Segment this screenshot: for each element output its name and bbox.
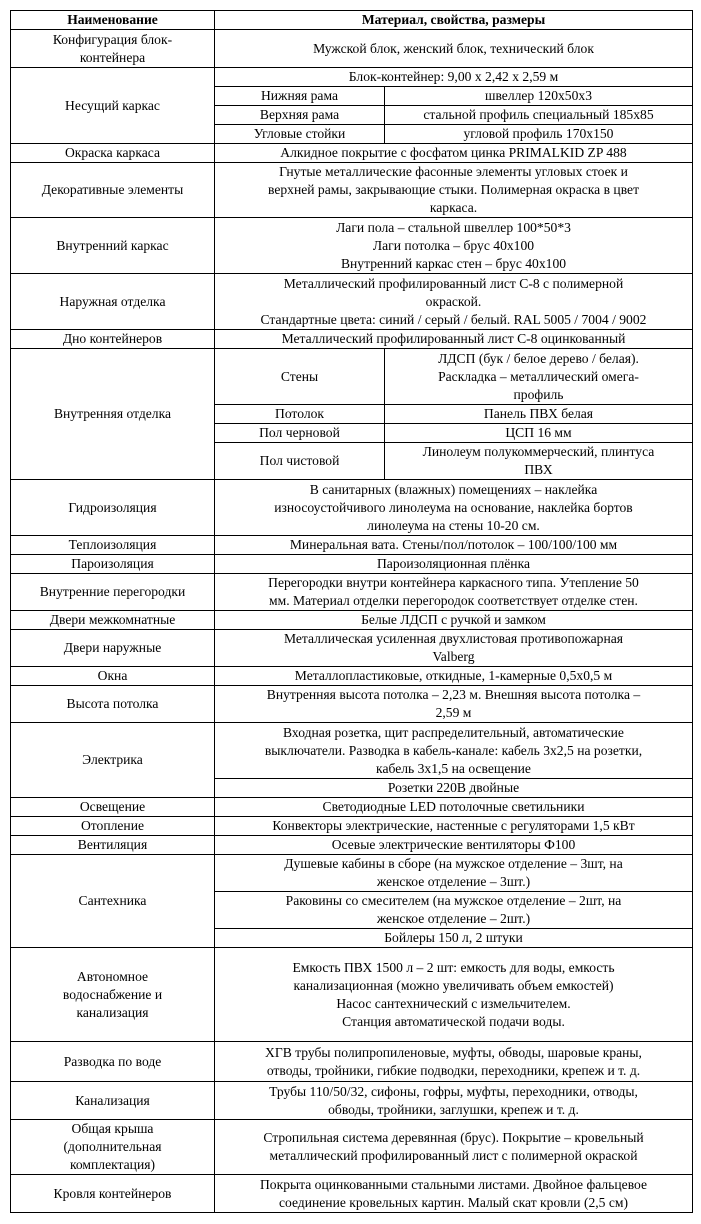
row-value: Белые ЛДСП с ручкой и замком bbox=[215, 611, 693, 630]
row-name: Вентиляция bbox=[11, 836, 215, 855]
row-value: Перегородки внутри контейнера каркасного типа. Утепление 50 мм. Материал отделки перегородок соответствует отделке стен. bbox=[215, 574, 693, 611]
table-row bbox=[11, 574, 693, 611]
row-name: Внутренняя отделка bbox=[11, 349, 215, 480]
row-name: Конфигурация блок- контейнера bbox=[11, 30, 215, 68]
table-row bbox=[11, 555, 693, 574]
sub-label: Нижняя рама bbox=[215, 87, 385, 106]
row-value: Трубы 110/50/32, сифоны, гофры, муфты, переходники, отводы, обводы, тройники, заглушки, крепеж и т. д. bbox=[215, 1082, 693, 1120]
sub-label: Пол чистовой bbox=[215, 443, 385, 480]
row-value: Металлопластиковые, откидные, 1-камерные 0,5х0,5 м bbox=[215, 667, 693, 686]
table-row bbox=[11, 274, 693, 330]
row-name: Электрика bbox=[11, 723, 215, 798]
row-value: Лаги пола – стальной швеллер 100*50*3 Лаги потолка – брус 40х100 Внутренний каркас стен – брус 40х100 bbox=[215, 218, 693, 274]
header-name: Наименование bbox=[11, 11, 215, 30]
table-row bbox=[11, 1175, 693, 1213]
row-value: Емкость ПВХ 1500 л – 2 шт: емкость для воды, емкость канализационная (можно увеличивать объем емкостей) Насос сантехнический с измельчителем. Станция автоматической подачи воды. bbox=[215, 948, 693, 1042]
sub-value: ЦСП 16 мм bbox=[385, 424, 693, 443]
sub-value: угловой профиль 170х150 bbox=[385, 125, 693, 144]
sub-value: Линолеум полукоммерческий, плинтуса ПВХ bbox=[385, 443, 693, 480]
row-value: Пароизоляционная плёнка bbox=[215, 555, 693, 574]
row-name: Пароизоляция bbox=[11, 555, 215, 574]
table-row bbox=[11, 144, 693, 163]
table-row bbox=[11, 667, 693, 686]
row-name: Окна bbox=[11, 667, 215, 686]
row-name: Высота потолка bbox=[11, 686, 215, 723]
table-header-row bbox=[11, 11, 693, 30]
row-value: Душевые кабины в сборе (на мужское отделение – 3шт, на женское отделение – 3шт.) bbox=[215, 855, 693, 892]
table-row bbox=[11, 1082, 693, 1120]
row-name: Освещение bbox=[11, 798, 215, 817]
table-row bbox=[11, 30, 693, 68]
row-name: Кровля контейнеров bbox=[11, 1175, 215, 1213]
sub-label: Стены bbox=[215, 349, 385, 405]
table-row bbox=[11, 330, 693, 349]
row-value: Розетки 220В двойные bbox=[215, 779, 693, 798]
row-name: Внутренние перегородки bbox=[11, 574, 215, 611]
table-row bbox=[11, 163, 693, 218]
row-value: Металлический профилированный лист С-8 с полимерной окраской. Стандартные цвета: синий / серый / белый. RAL 5005 / 7004 / 9002 bbox=[215, 274, 693, 330]
sub-value: ЛДСП (бук / белое дерево / белая). Раскладка – металлический омега- профиль bbox=[385, 349, 693, 405]
row-value: Металлический профилированный лист С-8 оцинкованный bbox=[215, 330, 693, 349]
sub-label: Верхняя рама bbox=[215, 106, 385, 125]
table-subrow bbox=[11, 349, 693, 405]
row-value: Алкидное покрытие с фосфатом цинка PRIMALKID ZP 488 bbox=[215, 144, 693, 163]
table-row bbox=[11, 480, 693, 536]
table-row bbox=[11, 630, 693, 667]
row-name: Несущий каркас bbox=[11, 68, 215, 144]
specification-table bbox=[10, 10, 693, 1213]
table-row bbox=[11, 686, 693, 723]
row-value: Металлическая усиленная двухлистовая противопожарная Valberg bbox=[215, 630, 693, 667]
sub-value: швеллер 120х50х3 bbox=[385, 87, 693, 106]
table-row bbox=[11, 611, 693, 630]
row-value: Стропильная система деревянная (брус). Покрытие – кровельный металлический профилированный лист с полимерной окраской bbox=[215, 1120, 693, 1175]
sub-label: Пол черновой bbox=[215, 424, 385, 443]
sub-label: Потолок bbox=[215, 405, 385, 424]
row-name: Декоративные элементы bbox=[11, 163, 215, 218]
row-name: Двери межкомнатные bbox=[11, 611, 215, 630]
sub-value: Панель ПВХ белая bbox=[385, 405, 693, 424]
row-value: Внутренняя высота потолка – 2,23 м. Внешняя высота потолка – 2,59 м bbox=[215, 686, 693, 723]
row-name: Дно контейнеров bbox=[11, 330, 215, 349]
row-value: Блок-контейнер: 9,00 х 2,42 х 2,59 м bbox=[215, 68, 693, 87]
table-row bbox=[11, 1042, 693, 1082]
row-value: Бойлеры 150 л, 2 штуки bbox=[215, 929, 693, 948]
row-value: Раковины со смесителем (на мужское отделение – 2шт, на женское отделение – 2шт.) bbox=[215, 892, 693, 929]
table-row bbox=[11, 948, 693, 1042]
row-value: Светодиодные LED потолочные светильники bbox=[215, 798, 693, 817]
row-name: Наружная отделка bbox=[11, 274, 215, 330]
row-name: Общая крыша (дополнительная комплектация) bbox=[11, 1120, 215, 1175]
row-name: Канализация bbox=[11, 1082, 215, 1120]
table-row bbox=[11, 855, 693, 892]
sub-label: Угловые стойки bbox=[215, 125, 385, 144]
row-name: Автономное водоснабжение и канализация bbox=[11, 948, 215, 1042]
header-material: Материал, свойства, размеры bbox=[215, 11, 693, 30]
row-name: Внутренний каркас bbox=[11, 218, 215, 274]
row-name: Гидроизоляция bbox=[11, 480, 215, 536]
row-name: Окраска каркаса bbox=[11, 144, 215, 163]
row-value: Покрыта оцинкованными стальными листами. Двойное фальцевое соединение кровельных картин. Малый скат кровли (2,5 см) bbox=[215, 1175, 693, 1213]
row-value: Минеральная вата. Стены/пол/потолок – 100/100/100 мм bbox=[215, 536, 693, 555]
row-value: В санитарных (влажных) помещениях – наклейка износоустойчивого линолеума на основание, наклейка бортов линолеума на стены 10-20 см. bbox=[215, 480, 693, 536]
table-row bbox=[11, 1120, 693, 1175]
table-row bbox=[11, 836, 693, 855]
table-row bbox=[11, 536, 693, 555]
table-row bbox=[11, 218, 693, 274]
table-row bbox=[11, 817, 693, 836]
table-row bbox=[11, 723, 693, 779]
row-value: Конвекторы электрические, настенные с регуляторами 1,5 кВт bbox=[215, 817, 693, 836]
row-name: Сантехника bbox=[11, 855, 215, 948]
row-value: ХГВ трубы полипропиленовые, муфты, обводы, шаровые краны, отводы, тройники, гибкие подводки, переходники, крепеж и т. д. bbox=[215, 1042, 693, 1082]
row-name: Отопление bbox=[11, 817, 215, 836]
row-value: Осевые электрические вентиляторы Ф100 bbox=[215, 836, 693, 855]
table-row bbox=[11, 68, 693, 87]
row-name: Двери наружные bbox=[11, 630, 215, 667]
row-name: Теплоизоляция bbox=[11, 536, 215, 555]
row-value: Входная розетка, щит распределительный, автоматические выключатели. Разводка в кабель-канале: кабель 3х2,5 на розетки, кабель 3х1,5 на освещение bbox=[215, 723, 693, 779]
table-row bbox=[11, 798, 693, 817]
row-value: Гнутые металлические фасонные элементы угловых стоек и верхней рамы, закрывающие стыки. Полимерная окраска в цвет каркаса. bbox=[215, 163, 693, 218]
row-name: Разводка по воде bbox=[11, 1042, 215, 1082]
row-value: Мужской блок, женский блок, технический блок bbox=[215, 30, 693, 68]
sub-value: стальной профиль специальный 185х85 bbox=[385, 106, 693, 125]
